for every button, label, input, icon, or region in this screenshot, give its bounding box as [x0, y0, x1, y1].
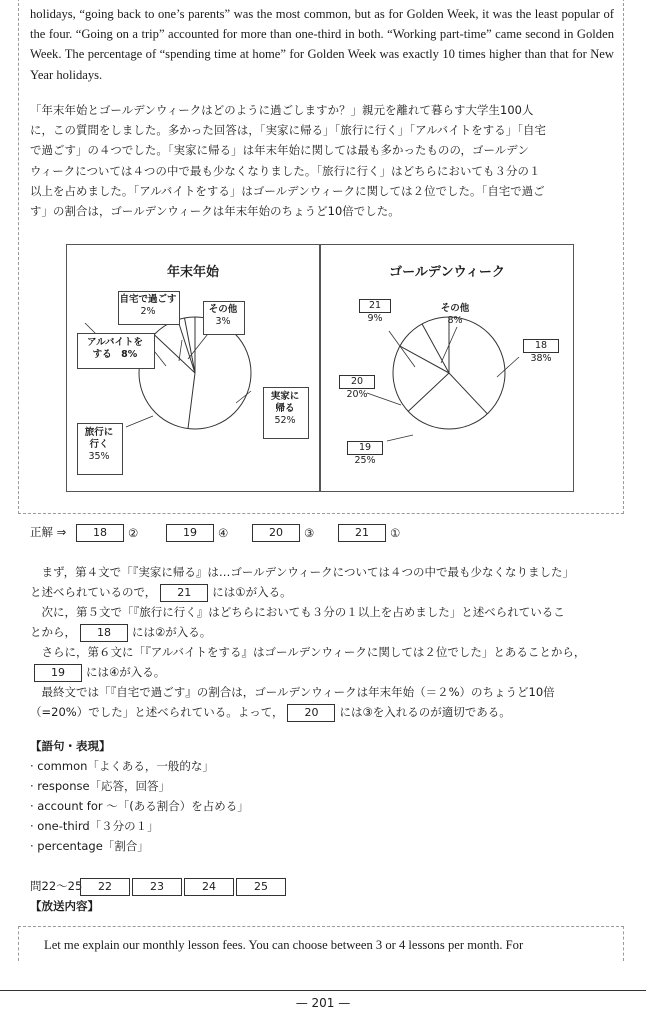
answer-box-19: 19 [347, 441, 383, 455]
explanation-text: には④が入る。 [86, 665, 166, 679]
explanation-text: まず，第４文で「『実家に帰る』は…ゴールデンウィークについては４つの中で最も少なくなりました」 [30, 565, 574, 579]
answer-choice: ① [390, 525, 401, 540]
label-20 [335, 375, 379, 401]
label-text: その他 [208, 304, 238, 315]
explanation-text: 最終文では「『自宅で過ごす』の割合は，ゴールデンウィークは年末年始（＝２%）のちょうど10倍 [30, 685, 555, 699]
passage-line: ウィークについては４つの中で最も少なくなりました。「旅行に行く」はどちらにおいても３分の１ [30, 163, 541, 178]
explanation-line [30, 642, 626, 662]
chart-golden-week [320, 244, 574, 492]
answer-prefix: 正解 ⇒ [30, 525, 67, 539]
answer-box: 22 [80, 878, 130, 896]
label-text: 自宅で過ごす [119, 294, 177, 305]
answer-box: 20 [287, 704, 335, 722]
passage-line: に，この質問をしました。多かった回答は，「実家に帰る」「旅行に行く」「アルバイトをする」「自宅 [30, 123, 547, 138]
answer-box-21: 21 [359, 299, 391, 313]
explanation [30, 562, 626, 722]
vocab-item: · percentage「割合」 [30, 839, 149, 853]
passage-line: 「年末年始とゴールデンウィークはどのように過ごしますか？」親元を離れて暮らす大学生100人 [30, 103, 534, 117]
answer-box: 20 [252, 524, 300, 542]
label-value: 20% [346, 389, 368, 400]
label-text: 行く [89, 439, 109, 450]
answer-box: 18 [80, 624, 128, 642]
explanation-line [30, 562, 626, 582]
vocab-item: · common「よくある，一般的な」 [30, 759, 214, 773]
label-trip [77, 427, 121, 463]
label-value: 25% [354, 455, 376, 466]
answer-box: 19 [166, 524, 214, 542]
answer-box-18: 18 [523, 339, 559, 353]
answer-box: 24 [184, 878, 234, 896]
vocab-list [30, 756, 249, 856]
label-value: 8% [447, 315, 463, 326]
answer-choice: ④ [218, 525, 229, 540]
explanation-line [30, 602, 626, 622]
explanation-text: には②が入る。 [132, 625, 212, 639]
answer-item [338, 524, 400, 542]
label-value: 9% [367, 313, 383, 324]
japanese-passage [30, 100, 618, 221]
answer-box: 21 [338, 524, 386, 542]
label-text: 帰る [275, 403, 295, 414]
answer-choice: ③ [304, 525, 315, 540]
explanation-text: さらに，第６文に「『アルバイトをする』はゴールデンウィークに関しては２位でした」とあることから， [30, 645, 586, 659]
passage-line: で過ごす」の４つでした。「実家に帰る」は年末年始に関しては最も多かったものの，ゴールデン [30, 143, 529, 158]
label-18 [519, 339, 563, 365]
label-parents [263, 391, 307, 427]
page-number: — 201 — [295, 996, 351, 1010]
vocab-item: · account for ～「(ある割合）を占める」 [30, 799, 249, 813]
answer-choice: ② [128, 525, 139, 540]
vocab-heading: 【語句・表現】 [30, 739, 111, 753]
label-work [77, 337, 153, 361]
vocab-item: · one-third「３分の１」 [30, 819, 159, 833]
label-value: 3% [215, 316, 231, 327]
label-other [433, 303, 477, 327]
label-value: 35% [88, 451, 110, 462]
answer-item [166, 524, 228, 542]
label-value: 38% [530, 353, 552, 364]
label-text: 旅行に [84, 427, 114, 438]
explanation-line [30, 582, 626, 602]
vocab-item: · response「応答，回答」 [30, 779, 171, 793]
broadcast-text: Let me explain our monthly lesson fees. You can choose between 3 or 4 lessons per month. For [44, 938, 524, 952]
answer-item [76, 524, 138, 542]
explanation-text: （=20%）でした」と述べられている。よって， [30, 705, 284, 719]
answer-box: 23 [132, 878, 182, 896]
english-passage: holidays, “going back to one’s parents” was the most common, but as for Golden Week, it was the least popular of the four. “Going on a trip” accounted for more than one-third in both. “Working part-time” came second in Golden Week. The percentage of “spending time at home” for Golden Week was exactly 10 times higher than that for New Year holidays. [30, 7, 614, 82]
answer-box: 18 [76, 524, 124, 542]
explanation-line [30, 662, 626, 682]
label-other [203, 304, 243, 328]
passage-line: す」の割合は，ゴールデンウィークは年末年始のちょうど10倍でした。 [30, 204, 400, 219]
label-value: 52% [274, 415, 296, 426]
label-text: アルバイトを [87, 337, 143, 348]
explanation-text: には③を入れるのが適切である。 [339, 705, 511, 719]
label-value: 2% [140, 306, 156, 317]
answer-item [252, 524, 314, 542]
chart-new-year [66, 244, 320, 492]
broadcast-heading: 【放送内容】 [30, 899, 99, 913]
explanation-text: には①が入る。 [212, 585, 292, 599]
explanation-line [30, 622, 626, 642]
label-21 [353, 299, 397, 325]
explanation-line [30, 682, 626, 702]
answer-box: 19 [34, 664, 82, 682]
explanation-text: 次に，第５文で「『旅行に行く』はどちらにおいても３分の１以上を占めました」と述べられているこ [30, 605, 565, 619]
footer-rule [0, 990, 646, 991]
next-question-label: 問22〜25 [30, 879, 83, 893]
chart-title: ゴールデンウィーク [389, 265, 505, 280]
answer-box: 21 [160, 584, 208, 602]
label-value: する 8% [92, 349, 138, 360]
label-text: 実家に [270, 391, 300, 402]
passage-line: 以上を占めました。「アルバイトをする」はゴールデンウィークに関しては２位でした。「自宅で過ご [30, 183, 545, 198]
answer-box: 25 [236, 878, 286, 896]
explanation-text: と述べられているので， [30, 585, 157, 599]
label-home [118, 294, 178, 318]
label-text: その他 [440, 303, 470, 314]
answer-box-20: 20 [339, 375, 375, 389]
chart-title: 年末年始 [166, 265, 219, 280]
explanation-line [30, 702, 626, 722]
explanation-text: とから， [30, 625, 76, 639]
label-19 [343, 441, 387, 467]
